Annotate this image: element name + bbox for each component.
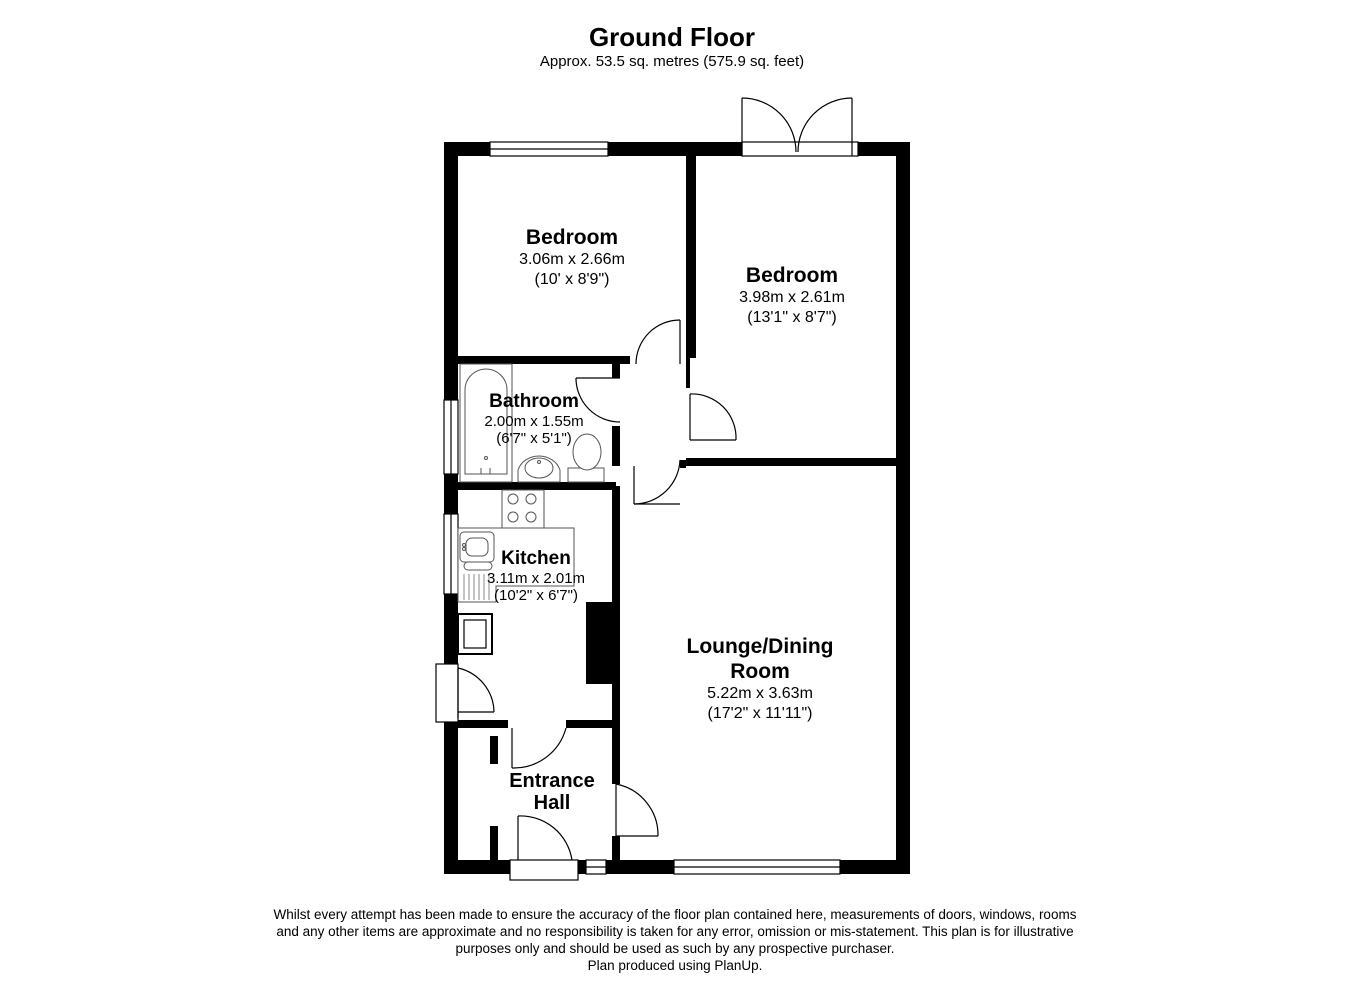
hob bbox=[502, 490, 544, 528]
room-dimensions-metric: 5.22m x 3.63m bbox=[707, 685, 813, 702]
disclaimer-line: Whilst every attempt has been made to ensure the accuracy of the floor plan contained here, measurements of doors, windows, rooms bbox=[273, 907, 1077, 922]
floor-title: Ground Floor bbox=[588, 22, 756, 52]
room-name: Bathroom bbox=[489, 391, 579, 412]
room-label-bathroom bbox=[484, 391, 583, 447]
french-doors bbox=[742, 98, 858, 156]
room-label-lounge bbox=[687, 635, 834, 722]
room-name-line-1: Entrance bbox=[509, 770, 595, 792]
room-dimensions-imperial: (10' x 8'9") bbox=[534, 271, 610, 288]
room-dimensions-imperial: (13'1" x 8'7") bbox=[747, 309, 837, 326]
room-label-entrance-hall bbox=[509, 770, 595, 814]
room-name-line-2: Room bbox=[730, 660, 790, 683]
toilet-bowl bbox=[573, 434, 601, 470]
room-dimensions-metric: 3.11m x 2.01m bbox=[486, 570, 586, 587]
floor-area: Approx. 53.5 sq. metres (575.9 sq. feet) bbox=[539, 53, 805, 70]
room-name-line-2: Hall bbox=[533, 792, 571, 814]
room-dimensions-metric: 3.06m x 2.66m bbox=[519, 251, 625, 268]
room-dimensions-metric: 3.98m x 2.61m bbox=[739, 289, 845, 306]
room-label-bedroom-1 bbox=[519, 226, 625, 288]
room-name: Kitchen bbox=[501, 548, 571, 569]
room-dimensions-metric: 2.00m x 1.55m bbox=[484, 413, 584, 430]
room-name: Bedroom bbox=[525, 226, 619, 249]
room-label-bedroom-2 bbox=[739, 264, 845, 326]
room-name: Bedroom bbox=[745, 264, 839, 287]
credit-line: Plan produced using PlanUp. bbox=[587, 958, 763, 973]
room-dimensions-imperial: (10'2" x 6'7") bbox=[494, 587, 578, 604]
room-dimensions-imperial: (17'2" x 11'11") bbox=[707, 705, 813, 722]
disclaimer-line: purposes only and should be used as such by any prospective purchaser. bbox=[455, 941, 895, 956]
disclaimer bbox=[0, 906, 1350, 974]
room-dimensions-imperial: (6'7" x 5'1") bbox=[496, 430, 572, 447]
room-name-line-1: Lounge/Dining bbox=[686, 635, 834, 658]
disclaimer-line: and any other items are approximate and no responsibility is taken for any error, omission or mis-statement. This plan is for illustrative bbox=[276, 924, 1074, 939]
room-label-kitchen bbox=[487, 548, 585, 604]
